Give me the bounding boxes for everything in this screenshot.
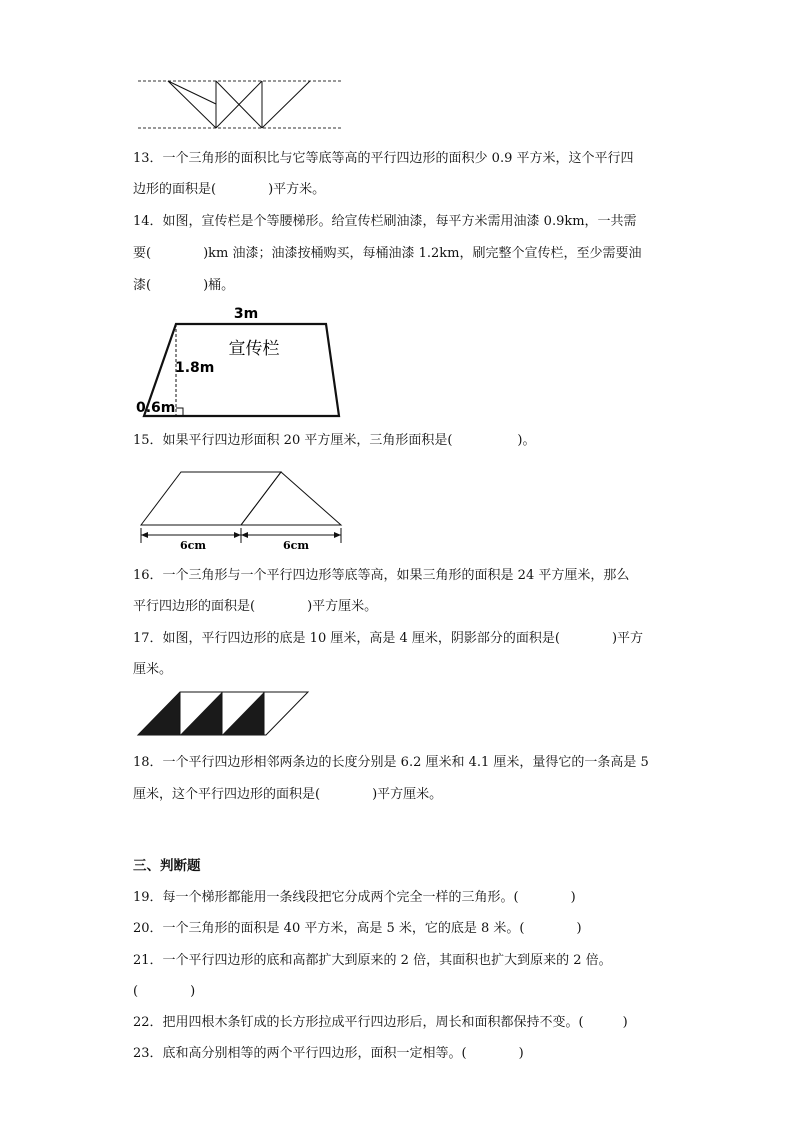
q14-line3: 漆( )桶。 xyxy=(133,278,235,293)
top-length-label: 3m xyxy=(233,306,259,322)
q21-line2: ( ) xyxy=(133,984,196,999)
q23: 23．底和高分别相等的两个平行四边形，面积一定相等。( ) xyxy=(133,1046,524,1061)
q16-line2: 平行四边形的面积是( )平方厘米。 xyxy=(133,599,378,614)
q15-line1: 15．如果平行四边形面积 20 平方厘米，三角形面积是( )。 xyxy=(133,433,536,448)
q14-line2: 要( )km 油漆；油漆按桶购买，每桶油漆 1.2km，刷完整个宣传栏，至少需要油 xyxy=(133,246,642,261)
q22: 22．把用四根木条钉成的长方形拉成平行四边形后，周长和面积都保持不变。( ) xyxy=(133,1015,628,1030)
section-heading-judgement: 三、判断题 xyxy=(133,858,201,874)
q21-line1: 21．一个平行四边形的底和高都扩大到原来的 2 倍，其面积也扩大到原来的 2 倍。 xyxy=(133,953,612,968)
q13-line2: 边形的面积是( )平方米。 xyxy=(133,182,326,197)
parallelogram-triangle-figure xyxy=(138,468,353,553)
q20: 20．一个三角形的面积是 40 平方米，高是 5 米，它的底是 8 米。( ) xyxy=(133,921,582,936)
shaded-triangle-2 xyxy=(180,692,222,735)
left-base-label: 6cm xyxy=(180,539,206,552)
offset-label: 0.6m xyxy=(136,400,176,416)
q18-line2: 厘米，这个平行四边形的面积是( )平方厘米。 xyxy=(133,787,443,802)
shaded-parallelogram-figure xyxy=(136,688,316,738)
shaded-triangle-3 xyxy=(222,692,264,735)
q19: 19．每一个梯形都能用一条线段把它分成两个完全一样的三角形。( ) xyxy=(133,890,576,905)
q17-line2: 厘米。 xyxy=(133,662,173,677)
q16-line1: 16．一个三角形与一个平行四边形等底等高，如果三角形的面积是 24 平方厘米，那么 xyxy=(133,568,630,583)
trapezoid-billboard-figure xyxy=(136,304,336,414)
q18-line1: 18．一个平行四边形相邻两条边的长度分别是 6.2 厘米和 4.1 厘米，量得它的一条高是 5 xyxy=(133,755,649,770)
height-label: 1.8m xyxy=(175,360,215,376)
right-base-label: 6cm xyxy=(283,539,309,552)
q13-line1: 13．一个三角形的面积比与它等底等高的平行四边形的面积少 0.9 平方米，这个平行四 xyxy=(133,151,634,166)
q17-line1: 17．如图，平行四边形的底是 10 厘米，高是 4 厘米，阴影部分的面积是( )平方 xyxy=(133,631,644,646)
parallel-lines-triangles-figure xyxy=(138,74,348,134)
billboard-inner-label: 宣传栏 xyxy=(228,339,280,359)
q14-line1: 14．如图，宣传栏是个等腰梯形。给宣传栏刷油漆，每平方米需用油漆 0.9km，一共需 xyxy=(133,214,637,229)
